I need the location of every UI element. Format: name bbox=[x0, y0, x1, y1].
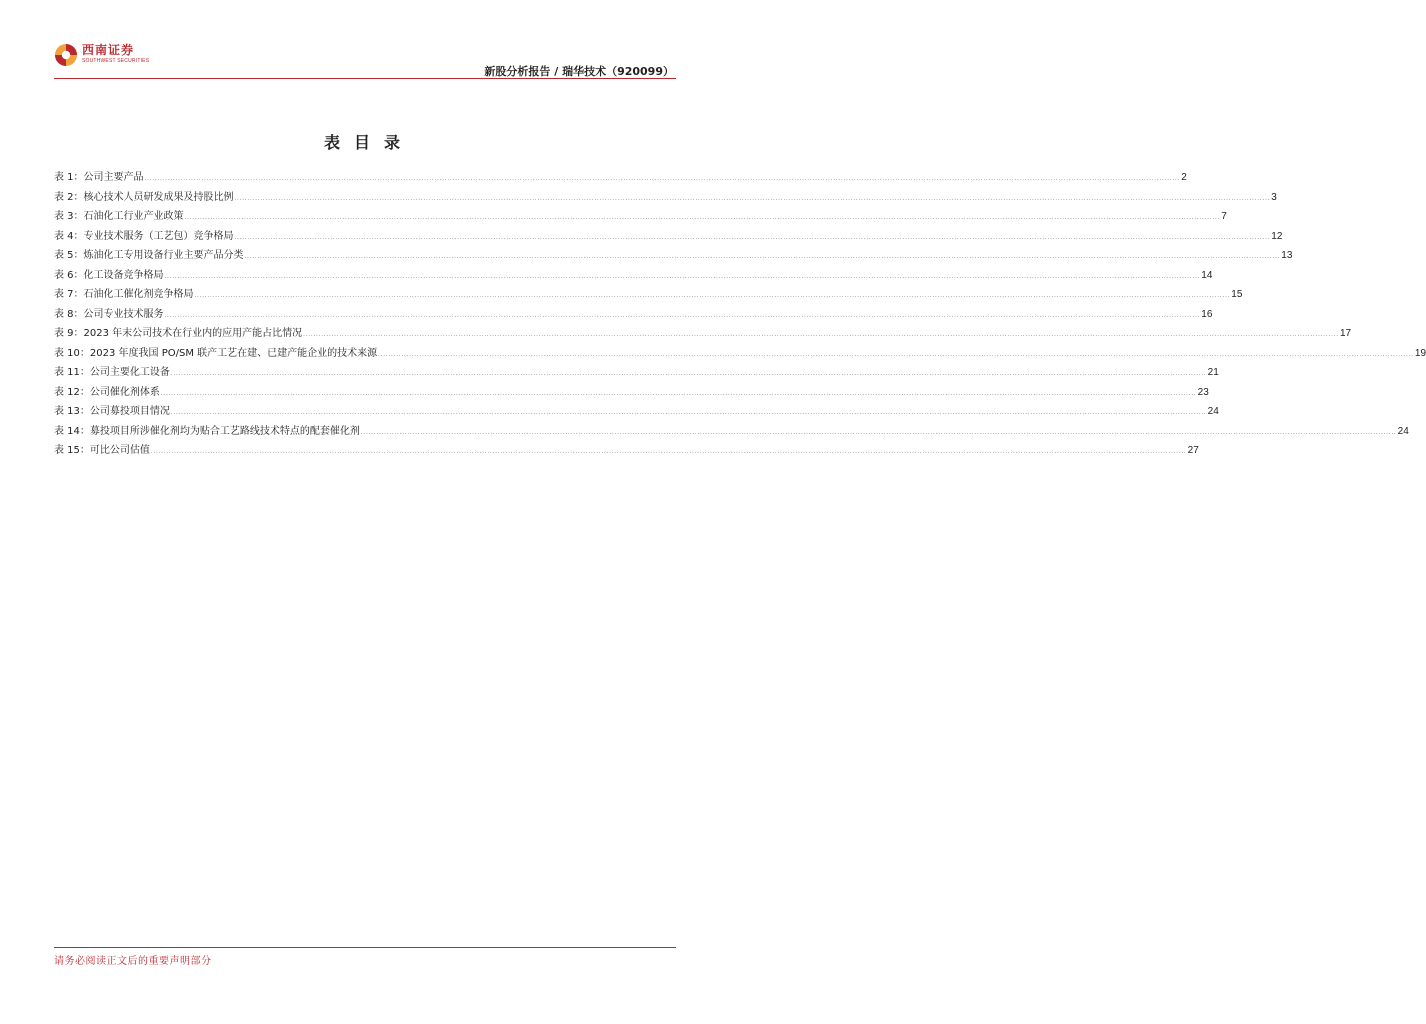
toc-leader-dots: ................................................................................................................................................................................................................................................................................................................................................................................................................ bbox=[378, 351, 1414, 358]
toc-leader-dots: ................................................................................................................................................................................................................................................................................................................................................................................................................ bbox=[234, 234, 1271, 241]
toc-entry[interactable] bbox=[54, 305, 1213, 325]
toc-entry[interactable] bbox=[54, 441, 1199, 461]
toc-entry-page: 16 bbox=[1201, 308, 1213, 320]
toc-entry-title: 石油化工催化剂竞争格局 bbox=[83, 289, 194, 300]
toc-entry[interactable] bbox=[54, 402, 1219, 422]
toc-leader-dots: ................................................................................................................................................................................................................................................................................................................................................................................................................ bbox=[160, 390, 1197, 397]
toc-entry-title: 石油化工行业产业政策 bbox=[83, 211, 184, 222]
toc-entry-page: 24 bbox=[1207, 406, 1219, 417]
toc-leader-dots: ................................................................................................................................................................................................................................................................................................................................................................................................................ bbox=[164, 312, 1201, 319]
toc-entry-title: 公司募投项目情况 bbox=[89, 406, 170, 417]
toc-entry-title: 化工设备竞争格局 bbox=[83, 269, 164, 281]
toc-leader-dots: ................................................................................................................................................................................................................................................................................................................................................................................................................ bbox=[170, 410, 1207, 416]
toc-entry-page: 13 bbox=[1281, 250, 1293, 261]
toc-entry-label: 表 15： bbox=[54, 445, 90, 456]
toc-entry-title: 公司主要产品 bbox=[83, 172, 144, 183]
toc-entry-page: 19 bbox=[1414, 347, 1426, 359]
toc-leader-dots: ................................................................................................................................................................................................................................................................................................................................................................................................................ bbox=[244, 254, 1281, 260]
toc-leader-dots: ................................................................................................................................................................................................................................................................................................................................................................................................................ bbox=[144, 176, 1181, 182]
toc-entry[interactable] bbox=[54, 246, 1293, 266]
toc-entry-title: 炼油化工专用设备行业主要产品分类 bbox=[83, 250, 244, 261]
toc-entry-title: 专业技术服务（工艺包）竞争格局 bbox=[83, 230, 234, 242]
toc-entry-title: 公司催化剂体系 bbox=[89, 386, 160, 398]
report-title: 新股分析报告 / 瑞华技术（920099） bbox=[484, 65, 674, 78]
toc-entry-title: 募投项目所涉催化剂均为贴合工艺路线技术特点的配套催化剂 bbox=[89, 425, 360, 437]
toc-entry[interactable] bbox=[54, 363, 1219, 383]
footer-disclaimer: 请务必阅读正文后的重要声明部分 bbox=[54, 956, 212, 967]
header-divider bbox=[54, 78, 676, 79]
logo-mark-icon bbox=[54, 43, 78, 67]
toc-entry-title: 2023 年度我国 PO/SM 联产工艺在建、已建产能企业的技术来源 bbox=[89, 347, 378, 359]
toc-entry[interactable] bbox=[54, 188, 1277, 208]
toc-entry-page: 14 bbox=[1201, 269, 1213, 281]
toc-entry-title: 公司主要化工设备 bbox=[89, 367, 170, 378]
toc-entry-label: 表 3： bbox=[54, 211, 84, 222]
toc-leader-dots: ................................................................................................................................................................................................................................................................................................................................................................................................................ bbox=[170, 371, 1207, 377]
footer-divider bbox=[54, 947, 676, 948]
toc-leader-dots: ................................................................................................................................................................................................................................................................................................................................................................................................................ bbox=[360, 429, 1397, 436]
logo-english-text: SOUTHWEST SECURITIES bbox=[82, 58, 150, 64]
toc-entry-label: 表 7： bbox=[54, 289, 84, 300]
company-logo bbox=[54, 43, 149, 67]
toc-leader-dots: ................................................................................................................................................................................................................................................................................................................................................................................................................ bbox=[194, 293, 1231, 299]
toc-entry-label: 表 11： bbox=[54, 367, 90, 378]
toc-entry-page: 15 bbox=[1231, 289, 1243, 300]
toc-entry[interactable] bbox=[54, 266, 1213, 286]
toc-leader-dots: ................................................................................................................................................................................................................................................................................................................................................................................................................ bbox=[234, 195, 1271, 202]
toc-leader-dots: ................................................................................................................................................................................................................................................................................................................................................................................................................ bbox=[184, 215, 1221, 221]
toc-entry[interactable] bbox=[54, 207, 1227, 227]
toc-entry-label: 表 10： bbox=[54, 347, 90, 359]
toc-entry-label: 表 13： bbox=[54, 406, 90, 417]
toc-entry-label: 表 1： bbox=[54, 172, 84, 183]
toc-entry-label: 表 5： bbox=[54, 250, 84, 261]
logo-chinese-text: 西南证券 bbox=[82, 43, 135, 57]
toc-entry[interactable] bbox=[54, 344, 1426, 364]
toc-entry-title: 2023 年末公司技术在行业内的应用产能占比情况 bbox=[83, 328, 303, 339]
toc-entry[interactable] bbox=[54, 383, 1209, 403]
toc-entry-title: 公司专业技术服务 bbox=[83, 308, 164, 320]
toc-entry-label: 表 8： bbox=[54, 308, 84, 320]
toc-entry[interactable] bbox=[54, 422, 1409, 442]
toc-leader-dots: ................................................................................................................................................................................................................................................................................................................................................................................................................ bbox=[150, 449, 1187, 455]
table-of-contents bbox=[54, 168, 1426, 461]
toc-entry-label: 表 14： bbox=[54, 425, 90, 437]
toc-entry-page: 3 bbox=[1271, 191, 1277, 203]
toc-leader-dots: ................................................................................................................................................................................................................................................................................................................................................................................................................ bbox=[164, 273, 1201, 280]
toc-entry-page: 21 bbox=[1207, 367, 1219, 378]
toc-entry-page: 24 bbox=[1397, 425, 1409, 437]
page-header bbox=[54, 40, 676, 82]
toc-entry[interactable] bbox=[54, 324, 1352, 344]
toc-entry-title: 可比公司估值 bbox=[89, 445, 150, 456]
toc-entry-page: 27 bbox=[1187, 445, 1199, 456]
toc-entry-label: 表 4： bbox=[54, 230, 84, 242]
toc-entry-page: 23 bbox=[1197, 386, 1209, 398]
toc-entry-page: 7 bbox=[1221, 211, 1227, 222]
toc-entry-page: 12 bbox=[1271, 230, 1283, 242]
toc-entry-label: 表 12： bbox=[54, 386, 90, 398]
toc-entry-title: 核心技术人员研发成果及持股比例 bbox=[83, 191, 234, 203]
toc-entry-label: 表 9： bbox=[54, 328, 84, 339]
toc-entry-page: 2 bbox=[1181, 172, 1187, 183]
toc-leader-dots: ................................................................................................................................................................................................................................................................................................................................................................................................................ bbox=[303, 332, 1339, 338]
toc-entry[interactable] bbox=[54, 227, 1283, 247]
toc-entry-label: 表 2： bbox=[54, 191, 84, 203]
toc-entry[interactable] bbox=[54, 285, 1243, 305]
page-title: 表目录 bbox=[323, 133, 414, 152]
toc-entry-label: 表 6： bbox=[54, 269, 84, 281]
toc-entry-page: 17 bbox=[1339, 328, 1352, 339]
toc-entry[interactable] bbox=[54, 168, 1187, 188]
